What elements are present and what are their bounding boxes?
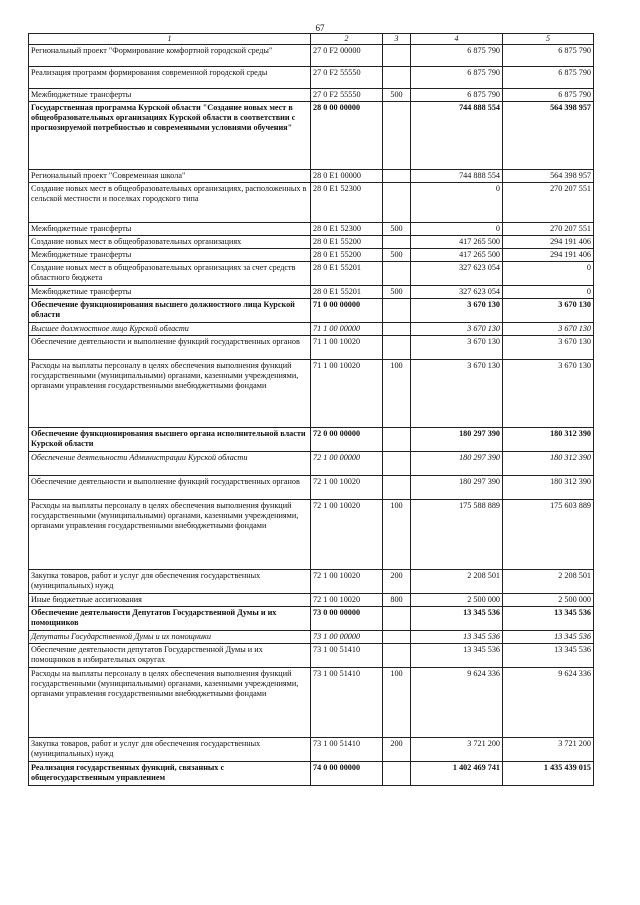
table-row	[29, 101, 594, 169]
row-code-cell: 73 0 00 00000	[311, 606, 383, 630]
row-name-cell: Создание новых мест в общеобразовательных организациях, расположенных в сельской местности и поселках городского типа	[29, 182, 311, 222]
row-amount-1-cell: 3 721 200	[411, 737, 503, 761]
row-name-cell: Межбюджетные трансферты	[29, 222, 311, 235]
row-expense-type-cell	[383, 451, 411, 475]
row-amount-1-cell: 327 623 054	[411, 285, 503, 298]
row-expense-type-cell	[383, 475, 411, 499]
row-expense-type-cell	[383, 606, 411, 630]
row-amount-2-cell: 2 500 000	[503, 593, 594, 606]
row-amount-2-cell: 0	[503, 285, 594, 298]
column-header-amount-2: 5	[503, 34, 594, 45]
row-amount-2-cell: 3 670 130	[503, 359, 594, 427]
row-amount-1-cell: 180 297 390	[411, 475, 503, 499]
row-name-cell: Региональный проект "Формирование комфортной городской среды"	[29, 44, 311, 66]
row-code-cell: 71 1 00 10020	[311, 359, 383, 427]
table-row	[29, 182, 594, 222]
row-name-cell: Межбюджетные трансферты	[29, 88, 311, 101]
row-name-cell: Обеспечение деятельности Депутатов Государственной Думы и их помощников	[29, 606, 311, 630]
table-row	[29, 475, 594, 499]
row-amount-2-cell: 3 670 130	[503, 298, 594, 322]
table-row	[29, 66, 594, 88]
row-name-cell: Расходы на выплаты персоналу в целях обеспечения выполнения функций государственными (муниципальными) органами, казенными учреждениями, органами управления государственными внебюджетными фондами	[29, 667, 311, 737]
row-amount-2-cell: 270 207 551	[503, 222, 594, 235]
row-amount-2-cell: 180 312 390	[503, 475, 594, 499]
row-name-cell: Иные бюджетные ассигнования	[29, 593, 311, 606]
row-code-cell: 27 0 F2 55550	[311, 66, 383, 88]
table-row	[29, 427, 594, 451]
table-row	[29, 569, 594, 593]
row-expense-type-cell: 500	[383, 285, 411, 298]
row-name-cell: Обеспечение деятельности и выполнение функций государственных органов	[29, 335, 311, 359]
row-code-cell: 27 0 F2 55550	[311, 88, 383, 101]
row-expense-type-cell	[383, 66, 411, 88]
row-amount-2-cell: 180 312 390	[503, 451, 594, 475]
row-amount-1-cell: 13 345 536	[411, 630, 503, 643]
row-name-cell: Межбюджетные трансферты	[29, 248, 311, 261]
column-header-expense-type: 3	[383, 34, 411, 45]
row-code-cell: 71 0 00 00000	[311, 298, 383, 322]
row-name-cell: Закупка товаров, работ и услуг для обеспечения государственных (муниципальных) нужд	[29, 737, 311, 761]
row-expense-type-cell: 500	[383, 248, 411, 261]
row-amount-1-cell: 417 265 500	[411, 235, 503, 248]
row-amount-2-cell: 180 312 390	[503, 427, 594, 451]
row-expense-type-cell: 200	[383, 737, 411, 761]
row-code-cell: 72 1 00 10020	[311, 593, 383, 606]
row-amount-1-cell: 2 500 000	[411, 593, 503, 606]
table-row	[29, 298, 594, 322]
row-expense-type-cell	[383, 630, 411, 643]
table-row	[29, 285, 594, 298]
row-amount-2-cell: 0	[503, 261, 594, 285]
row-amount-2-cell: 3 670 130	[503, 322, 594, 335]
row-amount-1-cell: 744 888 554	[411, 169, 503, 182]
row-amount-2-cell: 175 603 889	[503, 499, 594, 569]
row-amount-2-cell: 564 398 957	[503, 101, 594, 169]
row-expense-type-cell	[383, 44, 411, 66]
row-amount-2-cell: 294 191 406	[503, 235, 594, 248]
table-row	[29, 335, 594, 359]
row-amount-1-cell: 0	[411, 222, 503, 235]
table-row	[29, 593, 594, 606]
table-row	[29, 359, 594, 427]
row-amount-1-cell: 417 265 500	[411, 248, 503, 261]
row-name-cell: Региональный проект "Современная школа"	[29, 169, 311, 182]
row-amount-1-cell: 180 297 390	[411, 451, 503, 475]
row-expense-type-cell	[383, 101, 411, 169]
budget-table	[28, 33, 594, 786]
column-header-name: 1	[29, 34, 311, 45]
row-code-cell: 28 0 E1 55201	[311, 285, 383, 298]
table-body	[29, 44, 594, 785]
row-amount-1-cell: 1 402 469 741	[411, 761, 503, 785]
row-expense-type-cell: 800	[383, 593, 411, 606]
row-name-cell: Реализация государственных функций, связанных с общегосударственным управлением	[29, 761, 311, 785]
row-expense-type-cell	[383, 643, 411, 667]
row-amount-2-cell: 1 435 439 015	[503, 761, 594, 785]
row-amount-2-cell: 13 345 536	[503, 606, 594, 630]
table-row	[29, 248, 594, 261]
row-code-cell: 28 0 00 00000	[311, 101, 383, 169]
row-expense-type-cell	[383, 261, 411, 285]
table-row	[29, 499, 594, 569]
table-row	[29, 88, 594, 101]
table-row	[29, 630, 594, 643]
row-code-cell: 71 1 00 10020	[311, 335, 383, 359]
row-amount-2-cell: 6 875 790	[503, 88, 594, 101]
row-code-cell: 28 0 E1 52300	[311, 222, 383, 235]
row-name-cell: Обеспечение функционирования высшего должностного лица Курской области	[29, 298, 311, 322]
row-code-cell: 73 1 00 51410	[311, 667, 383, 737]
row-expense-type-cell	[383, 235, 411, 248]
row-expense-type-cell: 100	[383, 667, 411, 737]
row-code-cell: 28 0 E1 55200	[311, 248, 383, 261]
row-name-cell: Обеспечение деятельности Администрации Курской области	[29, 451, 311, 475]
row-name-cell: Депутаты Государственной Думы и их помощники	[29, 630, 311, 643]
row-amount-2-cell: 9 624 336	[503, 667, 594, 737]
row-code-cell: 28 0 E1 55201	[311, 261, 383, 285]
row-code-cell: 28 0 E1 00000	[311, 169, 383, 182]
row-expense-type-cell	[383, 761, 411, 785]
table-row	[29, 643, 594, 667]
row-expense-type-cell	[383, 182, 411, 222]
row-name-cell: Создание новых мест в общеобразовательных организациях за счет средств областного бюджета	[29, 261, 311, 285]
table-row	[29, 606, 594, 630]
table-header-row	[29, 34, 594, 45]
table-row	[29, 222, 594, 235]
row-amount-1-cell: 0	[411, 182, 503, 222]
row-name-cell: Реализация программ формирования современной городской среды	[29, 66, 311, 88]
row-name-cell: Обеспечение деятельности депутатов Государственной Думы и их помощников в избирательных округах	[29, 643, 311, 667]
row-expense-type-cell	[383, 335, 411, 359]
row-expense-type-cell: 200	[383, 569, 411, 593]
row-code-cell: 72 1 00 10020	[311, 569, 383, 593]
row-amount-2-cell: 6 875 790	[503, 66, 594, 88]
table-row	[29, 169, 594, 182]
row-amount-1-cell: 327 623 054	[411, 261, 503, 285]
row-expense-type-cell	[383, 298, 411, 322]
table-row	[29, 761, 594, 785]
row-expense-type-cell: 100	[383, 359, 411, 427]
page-number: 67	[315, 23, 325, 33]
table-row	[29, 322, 594, 335]
row-name-cell: Высшее должностное лицо Курской области	[29, 322, 311, 335]
row-amount-2-cell: 270 207 551	[503, 182, 594, 222]
row-code-cell: 27 0 F2 00000	[311, 44, 383, 66]
row-amount-2-cell: 3 721 200	[503, 737, 594, 761]
row-name-cell: Расходы на выплаты персоналу в целях обеспечения выполнения функций государственными (муниципальными) органами, казенными учреждениями, органами управления государственными внебюджетными фондами	[29, 359, 311, 427]
row-code-cell: 72 1 00 10020	[311, 475, 383, 499]
row-expense-type-cell	[383, 169, 411, 182]
row-code-cell: 71 1 00 00000	[311, 322, 383, 335]
row-name-cell: Расходы на выплаты персоналу в целях обеспечения выполнения функций государственными (муниципальными) органами, казенными учреждениями, органами управления государственными внебюджетными фондами	[29, 499, 311, 569]
table-row	[29, 235, 594, 248]
row-amount-1-cell: 9 624 336	[411, 667, 503, 737]
row-name-cell: Государственная программа Курской области "Создание новых мест в общеобразовательных организациях Курской области в соответствии с прогнозируемой потребностью и современными условиями обучения"	[29, 101, 311, 169]
row-expense-type-cell	[383, 427, 411, 451]
row-amount-1-cell: 6 875 790	[411, 66, 503, 88]
row-amount-1-cell: 175 588 889	[411, 499, 503, 569]
row-amount-1-cell: 744 888 554	[411, 101, 503, 169]
row-name-cell: Обеспечение функционирования высшего органа исполнительной власти Курской области	[29, 427, 311, 451]
table-row	[29, 261, 594, 285]
row-code-cell: 72 0 00 00000	[311, 427, 383, 451]
table-row	[29, 667, 594, 737]
column-header-amount-1: 4	[411, 34, 503, 45]
table-row	[29, 451, 594, 475]
row-code-cell: 28 0 E1 55200	[311, 235, 383, 248]
row-name-cell: Закупка товаров, работ и услуг для обеспечения государственных (муниципальных) нужд	[29, 569, 311, 593]
row-expense-type-cell	[383, 322, 411, 335]
row-code-cell: 28 0 E1 52300	[311, 182, 383, 222]
row-amount-2-cell: 6 875 790	[503, 44, 594, 66]
row-code-cell: 73 1 00 00000	[311, 630, 383, 643]
row-amount-1-cell: 3 670 130	[411, 322, 503, 335]
row-amount-1-cell: 3 670 130	[411, 298, 503, 322]
row-amount-1-cell: 13 345 536	[411, 643, 503, 667]
row-expense-type-cell: 500	[383, 88, 411, 101]
column-header-code: 2	[311, 34, 383, 45]
row-amount-1-cell: 13 345 536	[411, 606, 503, 630]
table-row	[29, 44, 594, 66]
row-amount-2-cell: 564 398 957	[503, 169, 594, 182]
row-amount-1-cell: 180 297 390	[411, 427, 503, 451]
row-code-cell: 72 1 00 00000	[311, 451, 383, 475]
row-amount-2-cell: 13 345 536	[503, 643, 594, 667]
row-amount-1-cell: 6 875 790	[411, 88, 503, 101]
row-amount-1-cell: 3 670 130	[411, 359, 503, 427]
row-code-cell: 73 1 00 51410	[311, 643, 383, 667]
row-amount-2-cell: 2 208 501	[503, 569, 594, 593]
row-name-cell: Создание новых мест в общеобразовательных организациях	[29, 235, 311, 248]
row-amount-1-cell: 3 670 130	[411, 335, 503, 359]
row-name-cell: Обеспечение деятельности и выполнение функций государственных органов	[29, 475, 311, 499]
table-row	[29, 737, 594, 761]
row-code-cell: 73 1 00 51410	[311, 737, 383, 761]
row-expense-type-cell: 100	[383, 499, 411, 569]
row-amount-2-cell: 294 191 406	[503, 248, 594, 261]
row-code-cell: 72 1 00 10020	[311, 499, 383, 569]
row-amount-2-cell: 13 345 536	[503, 630, 594, 643]
row-amount-1-cell: 2 208 501	[411, 569, 503, 593]
row-expense-type-cell: 500	[383, 222, 411, 235]
row-amount-1-cell: 6 875 790	[411, 44, 503, 66]
row-code-cell: 74 0 00 00000	[311, 761, 383, 785]
row-name-cell: Межбюджетные трансферты	[29, 285, 311, 298]
row-amount-2-cell: 3 670 130	[503, 335, 594, 359]
